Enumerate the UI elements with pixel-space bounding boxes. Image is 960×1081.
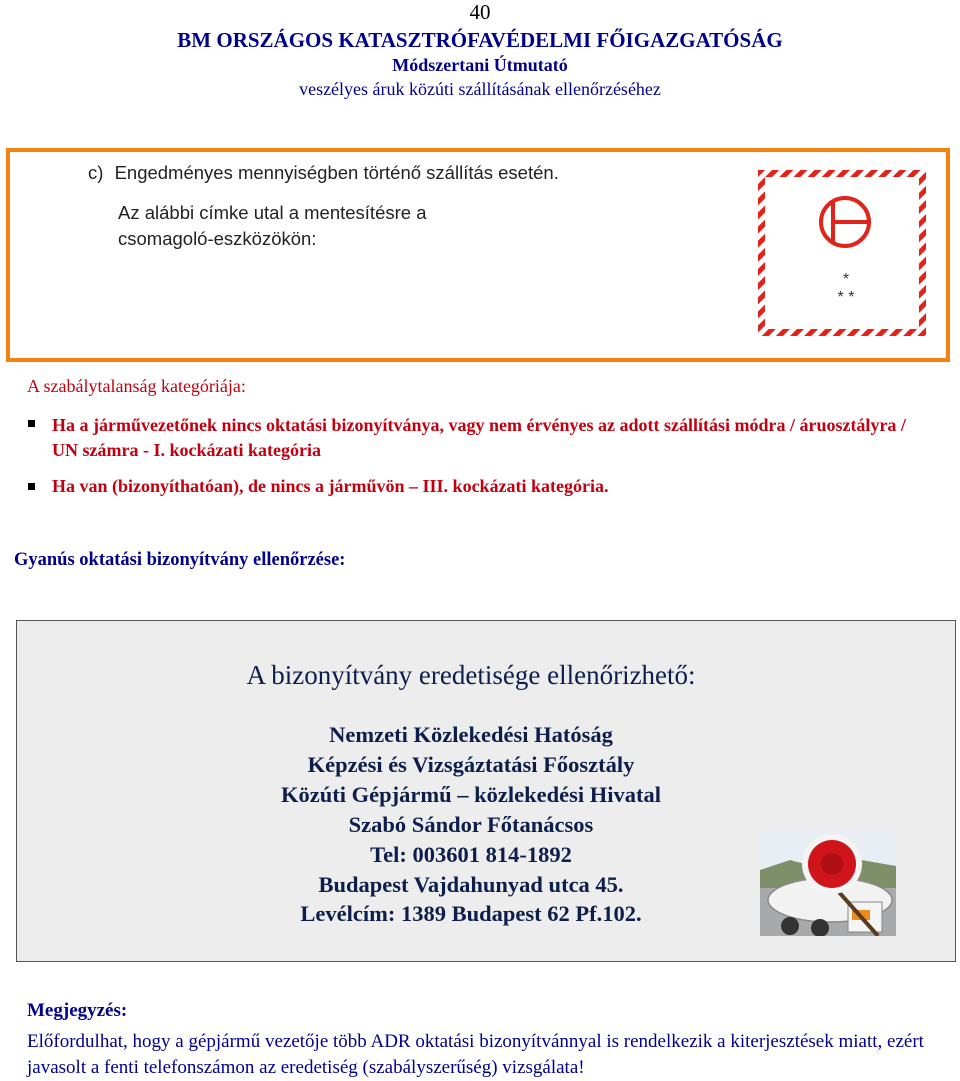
category-heading: A szabálytalanság kategóriája: — [27, 376, 246, 396]
category-bullet-1: Ha a járművezetőnek nincs oktatási bizonyítványa, vagy nem érvényes az adott szállítási módra / áruosztályra / UN számra - I. kockázati kategória — [52, 415, 906, 460]
panel-title: A bizonyítvány eredetisége ellenőrizhető: — [246, 660, 696, 690]
note-label: Megjegyzés: — [27, 1000, 128, 1021]
note-text: Előfordulhat, hogy a gépjármű vezetője több ADR oktatási bizonyítvánnyal is rendelkezik a kiterjesztések miatt, ezért javasolt a fenti telefonszámon az eredetiség (szabályszerűség) vizsgálata! — [27, 1031, 924, 1078]
panel-line-postal-address: Levélcím: 1389 Budapest 62 Pf.102. — [300, 901, 642, 926]
exemption-description: Az alábbi címke utal a mentesítésre a csomagoló-eszközökön: — [118, 202, 427, 249]
panel-line-contact-person: Szabó Sándor Főtanácsos — [348, 812, 594, 837]
panel-line-office: Közúti Gépjármű – közlekedési Hivatal — [281, 782, 661, 807]
exemption-item — [88, 162, 559, 184]
panel-line-phone: Tel: 003601 814-1892 — [370, 842, 572, 867]
tanker-truck-photo — [760, 830, 896, 936]
panel-line-department: Képzési és Vizsgáztatási Főosztály — [307, 752, 635, 777]
bullet-square-icon — [28, 420, 35, 427]
panel-line-address: Budapest Vajdahunyad utca 45. — [318, 872, 624, 897]
limited-quantity-label — [758, 170, 926, 336]
item-text: Engedményes mennyiségben történő szállítás esetén. — [114, 162, 559, 183]
organization-title: BM ORSZÁGOS KATASZTRÓFAVÉDELMI FŐIGAZGATÓSÁG — [177, 28, 783, 52]
document-description: veszélyes áruk közúti szállításának ellenőrzéséhez — [299, 79, 661, 99]
panel-line-authority: Nemzeti Közlekedési Hatóság — [329, 722, 613, 747]
category-bullet-2: Ha van (bizonyíthatóan), de nincs a járművön – III. kockázati kategória. — [52, 476, 609, 496]
label-mark-bottom: * * — [837, 289, 855, 306]
page-number: 40 — [469, 0, 491, 24]
label-mark-top: * — [842, 271, 850, 288]
document-subtitle: Módszertani Útmutató — [392, 55, 568, 75]
suspicious-certificate-heading: Gyanús oktatási bizonyítvány ellenőrzése: — [14, 550, 346, 570]
item-marker: c) — [88, 162, 104, 183]
bullet-square-icon — [28, 483, 35, 490]
